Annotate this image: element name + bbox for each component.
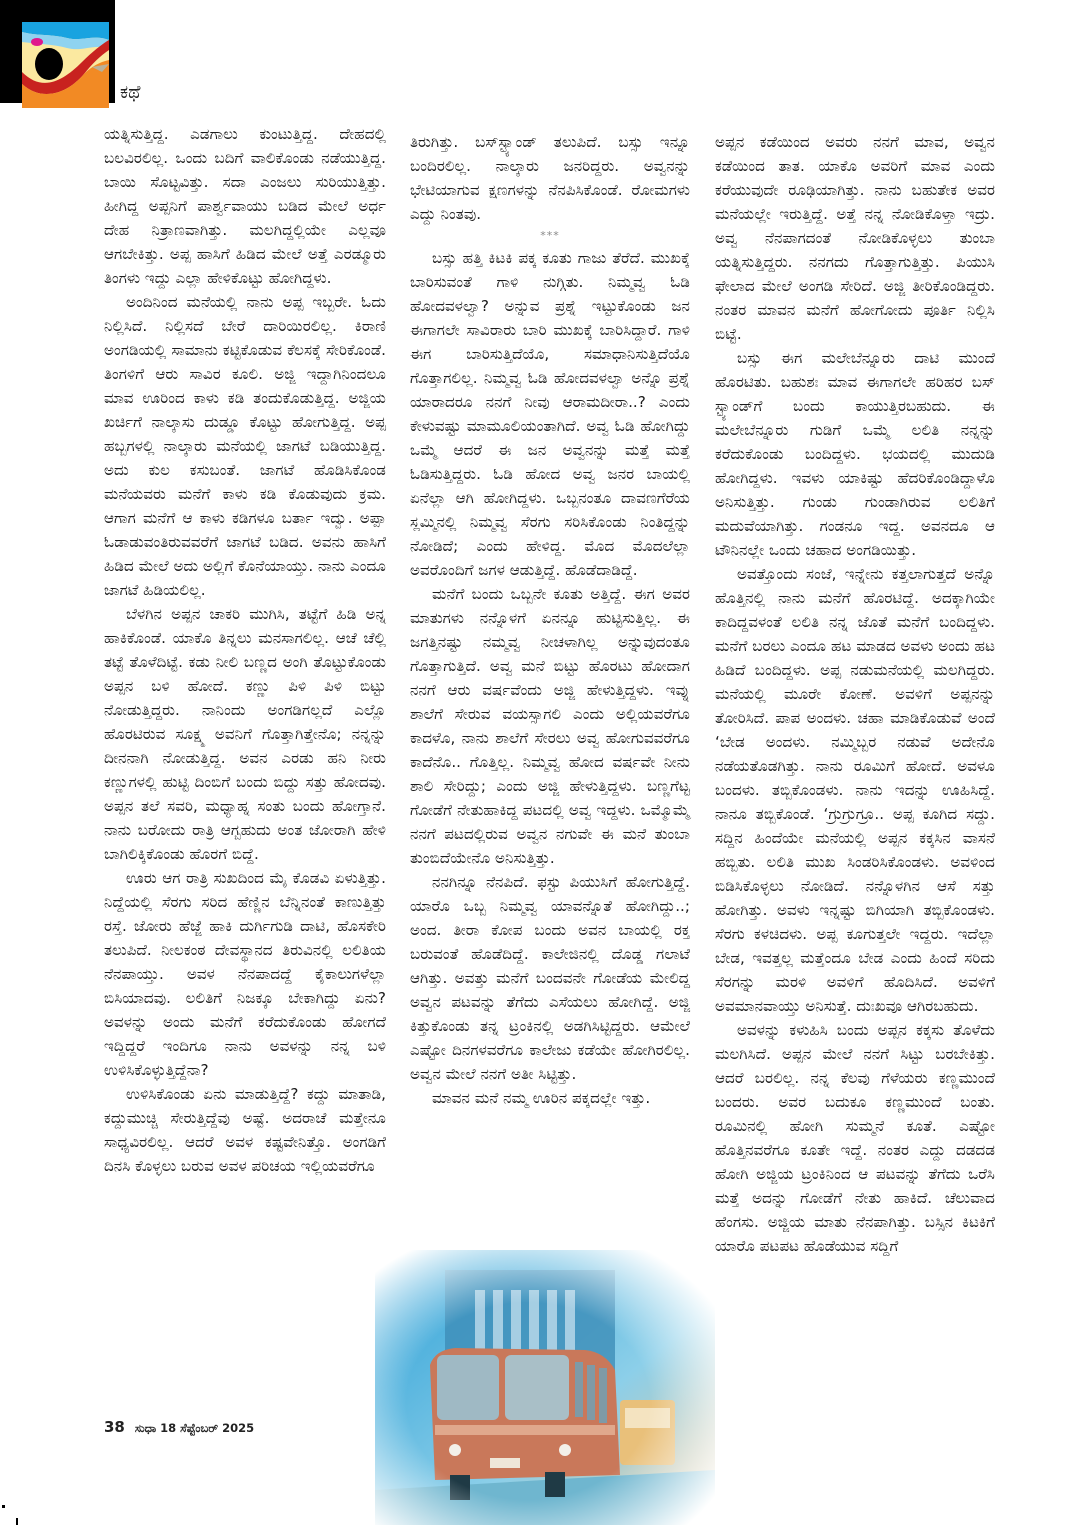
page-number: 38 xyxy=(104,1418,125,1436)
crop-mark xyxy=(2,1505,5,1508)
abstract-art-logo-icon xyxy=(22,22,109,108)
paragraph: ತಿರುಗಿತ್ತು. ಬಸ್‌ಸ್ಟ್ಯಾಂಡ್ ತಲುಪಿದೆ. ಬಸ್ಸು ಇನ್ನೂ ಬಂದಿರಲಿಲ್ಲ. ನಾಲ್ಕಾರು ಜನರಿದ್ದರು. ಅವ್ವನನ್ನು ಭೇಟಿಯಾಗುವ ಕ್ಷಣಗಳನ್ನು ನೆನಪಿಸಿಕೊಂಡೆ. ರೋಮಗಳು ಎದ್ದು ನಿಂತವು. xyxy=(410,133,690,223)
article-column-3 xyxy=(715,130,995,1258)
article-column-2 xyxy=(410,130,690,1110)
paragraph: ಅಪ್ಪನ ಕಡೆಯಿಂದ ಅವರು ನನಗೆ ಮಾವ, ಅವ್ವನ ಕಡೆಯಿಂದ ತಾತ. ಯಾಕೊ ಅವರಿಗೆ ಮಾವ ಎಂದು ಕರೆಯುವುದೇ ರೂಢಿಯಾಗಿತ್ತು. ನಾನು ಬಹುತೇಕ ಅವರ ಮನೆಯಲ್ಲೇ ಇರುತ್ತಿದ್ದೆ. ಅತ್ತೆ ನನ್ನ ನೋಡಿಕೊಳ್ತಾ ಇದ್ರು. ಅವ್ವ ನೆನಪಾಗದಂತೆ ನೋಡಿಕೊಳ್ಳಲು ತುಂಬಾ ಯತ್ನಿಸುತ್ತಿದ್ದರು. ನನಗದು ಗೊತ್ತಾಗುತ್ತಿತ್ತು. ಪಿಯುಸಿ ಫೇಲಾದ ಮೇಲೆ ಅಂಗಡಿ ಸೇರಿದೆ. ಅಜ್ಜಿ ತೀರಿಕೊಂಡಿದ್ದರು. ನಂತರ ಮಾವನ ಮನೆಗೆ ಹೋಗೋದು ಪೂರ್ತಿ ನಿಲ್ಲಿಸಿ ಬಿಟ್ಟೆ. xyxy=(715,133,995,343)
paragraph: ಯತ್ನಿಸುತ್ತಿದ್ದ. ಎಡಗಾಲು ಕುಂಟುತ್ತಿದ್ದ. ದೇಹದಲ್ಲಿ ಬಲವಿರಲಿಲ್ಲ. ಒಂದು ಬದಿಗೆ ವಾಲಿಕೊಂಡು ನಡೆಯುತ್ತಿದ್ದ. ಬಾಯಿ ಸೊಟ್ಟವಿತ್ತು. ಸದಾ ಎಂಜಲು ಸುರಿಯುತ್ತಿತ್ತು. ಹೀಗಿದ್ದ ಅಪ್ಪನಿಗೆ ಪಾರ್ಶ್ವವಾಯು ಬಡಿದ ಮೇಲೆ ಅರ್ಧ ದೇಹ ನಿತ್ರಾಣವಾಗಿತ್ತು. ಮಲಗಿದ್ದಲ್ಲಿಯೇ ಎಲ್ಲವೂ ಆಗಬೇಕಿತ್ತು. ಅಪ್ಪ ಹಾಸಿಗೆ ಹಿಡಿದ ಮೇಲೆ ಅತ್ತೆ ಎರಡ್ಮೂರು ತಿಂಗಳು ಇದ್ದು ಎಲ್ಲಾ ಹೇಳಿಕೊಟ್ಟು ಹೋಗಿದ್ದಳು. xyxy=(104,125,386,287)
paragraph: ನನಗಿನ್ನೂ ನೆನಪಿದೆ. ಫಸ್ಟು ಪಿಯುಸಿಗೆ ಹೋಗುತ್ತಿದ್ದೆ. ಯಾರೊ ಒಬ್ಬ ನಿಮ್ಮವ್ವ ಯಾವನ್ನೊತೆ ಹೋಗಿದ್ದು..; ಅಂದ. ತೀರಾ ಕೋಪ ಬಂದು ಅವನ ಬಾಯಲ್ಲಿ ರಕ್ತ ಬರುವಂತೆ ಹೊಡೆದಿದ್ದೆ. ಕಾಲೇಜಿನಲ್ಲಿ ದೊಡ್ಡ ಗಲಾಟೆ ಆಗಿತ್ತು. ಅವತ್ತು ಮನೆಗೆ ಬಂದವನೇ ಗೋಡೆಯ ಮೇಲಿದ್ದ ಅವ್ವನ ಪಟವನ್ನು ತೆಗೆದು ಎಸೆಯಲು ಹೋಗಿದ್ದೆ. ಅಜ್ಜಿ ಕಿತ್ತುಕೊಂಡು ತನ್ನ ಟ್ರಂಕಿನಲ್ಲಿ ಅಡಗಿಸಿಟ್ಟಿದ್ದರು. ಆಮೇಲೆ ಎಷ್ಟೋ ದಿನಗಳವರೆಗೂ ಕಾಲೇಜು ಕಡೆಯೇ ಹೋಗಿರಲಿಲ್ಲ. ಅವ್ವನ ಮೇಲೆ ನನಗೆ ಅತೀ ಸಿಟ್ಟಿತ್ತು. xyxy=(410,873,690,1083)
paragraph: ಅವತ್ತೊಂದು ಸಂಜೆ, ಇನ್ನೇನು ಕತ್ತಲಾಗುತ್ತದೆ ಅನ್ನೊ ಹೊತ್ತಿನಲ್ಲಿ ನಾನು ಮನೆಗೆ ಹೊರಟಿದ್ದೆ. ಅದಕ್ಕಾಗಿಯೇ ಕಾದಿದ್ದವಳಂತೆ ಲಲಿತಿ ನನ್ನ ಜೊತೆ ಮನೆಗೆ ಬಂದಿದ್ದಳು. ಮನೆಗೆ ಬರಲು ಎಂದೂ ಹಟ ಮಾಡದ ಅವಳು ಅಂದು ಹಟ ಹಿಡಿದೆ ಬಂದಿದ್ದಳು. ಅಪ್ಪ ನಡುಮನೆಯಲ್ಲಿ ಮಲಗಿದ್ದರು. ಮನೆಯಲ್ಲಿ ಮೂರೇ ಕೋಣೆ. ಅವಳಿಗೆ ಅಪ್ಪನನ್ನು ತೋರಿಸಿದೆ. ಪಾಪ ಅಂದಳು. ಚಹಾ ಮಾಡಿಕೊಡುವೆ ಅಂದೆ ‘ಬೇಡ ಅಂದಳು. ನಮ್ಮಿಬ್ಬರ ನಡುವೆ ಅದೇನೊ ನಡೆಯತೊಡಗಿತ್ತು. ನಾನು ರೂಮಿಗೆ ಹೋದೆ. ಅವಳೂ ಬಂದಳು. ತಬ್ಬಿಕೊಂಡಳು. ನಾನು ಇದನ್ನು ಊಹಿಸಿದ್ದೆ. ನಾನೂ ತಬ್ಬಿಕೊಂಡೆ. ‘ಗ್ರುಗ್ರುಗ್ರೂ.. ಅಪ್ಪ ಕೂಗಿದ ಸದ್ದು. ಸದ್ದಿನ ಹಿಂದೆಯೇ ಮನೆಯಲ್ಲಿ ಅಪ್ಪನ ಕಕ್ಕಸಿನ ವಾಸನೆ ಹಬ್ಬಿತು. ಲಲಿತಿ ಮುಖ ಸಿಂಡರಿಸಿಕೊಂಡಳು. ಅವಳಿಂದ ಬಿಡಿಸಿಕೊಳ್ಳಲು ನೋಡಿದೆ. ನನ್ನೊಳಗಿನ ಆಸೆ ಸತ್ತು ಹೋಗಿತ್ತು. ಅವಳು ಇನ್ನಷ್ಟು ಬಿಗಿಯಾಗಿ ತಬ್ಬಿಕೊಂಡಳು. ಸೆರಗು ಕಳಚಿದಳು. ಅಪ್ಪ ಕೂಗುತ್ತಲೇ ಇದ್ದರು. ಇದೆಲ್ಲಾ ಬೇಡ, ಇವತ್ತಲ್ಲ ಮತ್ತೆಂದೂ ಬೇಡ ಎಂದು ಹಿಂದೆ ಸರಿದು ಸೆರಗನ್ನು ಮರಳಿ ಅವಳಿಗೆ ಹೊದಿಸಿದೆ. ಅವಳಿಗೆ ಅವಮಾನವಾಯ್ತು ಅನಿಸುತ್ತೆ. ದುಃಖವೂ ಆಗಿರಬಹುದು. xyxy=(715,565,995,1015)
section-separator: *** xyxy=(540,229,560,242)
paragraph: ಅವಳನ್ನು ಕಳುಹಿಸಿ ಬಂದು ಅಪ್ಪನ ಕಕ್ಕಸು ತೊಳೆದು ಮಲಗಿಸಿದೆ. ಅಪ್ಪನ ಮೇಲೆ ನನಗೆ ಸಿಟ್ಟು ಬರಬೇಕಿತ್ತು. ಆದರೆ ಬರಲಿಲ್ಲ. ನನ್ನ ಕೆಲವು ಗೆಳೆಯರು ಕಣ್ಣಮುಂದೆ ಬಂದರು. ಅವರ ಬದುಕೂ ಕಣ್ಣಮುಂದೆ ಬಂತು. ರೂಮಿನಲ್ಲಿ ಹೋಗಿ ಸುಮ್ಮನೆ ಕೂತೆ. ಎಷ್ಟೋ ಹೊತ್ತಿನವರೆಗೂ ಕೂತೇ ಇದ್ದೆ. ನಂತರ ಎದ್ದು ದಡದಡ ಹೋಗಿ ಅಜ್ಜಿಯ ಟ್ರಂಕಿನಿಂದ ಆ ಪಟವನ್ನು ತೆಗೆದು ಒರೆಸಿ ಮತ್ತೆ ಅದನ್ನು ಗೋಡೆಗೆ ನೇತು ಹಾಕಿದೆ. ಚೆಲುವಾದ ಹೆಂಗಸು. ಅಜ್ಜಿಯ ಮಾತು ನೆನಪಾಗಿತ್ತು. ಬಸ್ಸಿನ ಕಿಟಕಿಗೆ ಯಾರೊ ಪಟಪಟ ಹೊಡೆಯುವ ಸದ್ದಿಗೆ xyxy=(715,1021,995,1255)
paragraph: ಉಳಿಸಿಕೊಂಡು ಏನು ಮಾಡುತ್ತಿದ್ದೆ? ಕದ್ದು ಮಾತಾಡಿ, ಕದ್ದುಮುಚ್ಚಿ ಸೇರುತ್ತಿದ್ದೆವು ಅಷ್ಟೆ. ಅದರಾಚೆ ಮತ್ತೇನೂ ಸಾಧ್ಯವಿರಲಿಲ್ಲ. ಆದರೆ ಅವಳ ಕಷ್ಟವೇನಿತ್ತೊ. ಅಂಗಡಿಗೆ ದಿನಸಿ ಕೊಳ್ಳಲು ಬರುವ ಅವಳ ಪರಿಚಯ ಇಲ್ಲಿಯವರೆಗೂ xyxy=(104,1085,386,1175)
magazine-issue-date: ಸುಧಾ 18 ಸೆಪ್ಟೆಂಬರ್ 2025 xyxy=(134,1421,255,1435)
paragraph: ಬಸ್ಸು ಈಗ ಮಲೇಬೆನ್ನೂರು ದಾಟಿ ಮುಂದೆ ಹೊರಟಿತು. ಬಹುಶಃ ಮಾವ ಈಗಾಗಲೇ ಹರಿಹರ ಬಸ್ ಸ್ಟ್ಯಾಂಡ್‌ಗೆ ಬಂದು ಕಾಯುತ್ತಿರಬಹುದು. ಈ ಮಲೇಬೆನ್ನೂರು ಗುಡಿಗೆ ಒಮ್ಮೆ ಲಲಿತಿ ನನ್ನನ್ನು ಕರೆದುಕೊಂಡು ಬಂದಿದ್ದಳು. ಭಯದಲ್ಲಿ ಮುದುಡಿ ಹೋಗಿದ್ದಳು. ಇವಳು ಯಾಕಿಷ್ಟು ಹೆದರಿಕೊಂಡಿದ್ದಾಳೊ ಅನಿಸುತ್ತಿತ್ತು. ಗುಂಡು ಗುಂಡಾಗಿರುವ ಲಲಿತಿಗೆ ಮದುವೆಯಾಗಿತ್ತು. ಗಂಡನೂ ಇದ್ದ. ಅವನದೂ ಆ ಟೌನಿನಲ್ಲೇ ಒಂದು ಚಹಾದ ಅಂಗಡಿಯಿತ್ತು. xyxy=(715,349,995,559)
bus-illustration xyxy=(375,1250,715,1525)
paragraph: ಅಂದಿನಿಂದ ಮನೆಯಲ್ಲಿ ನಾನು ಅಪ್ಪ ಇಬ್ಬರೇ. ಓದು ನಿಲ್ಲಿಸಿದೆ. ನಿಲ್ಲಿಸದೆ ಬೇರೆ ದಾರಿಯಿರಲಿಲ್ಲ. ಕಿರಾಣಿ ಅಂಗಡಿಯಲ್ಲಿ ಸಾಮಾನು ಕಟ್ಟಿಕೊಡುವ ಕೆಲಸಕ್ಕೆ ಸೇರಿಕೊಂಡೆ. ತಿಂಗಳಿಗೆ ಆರು ಸಾವಿರ ಕೂಲಿ. ಅಜ್ಜಿ ಇದ್ದಾಗಿನಿಂದಲೂ ಮಾವ ಊರಿಂದ ಕಾಳು ಕಡಿ ತಂದುಕೊಡುತ್ತಿದ್ದ. ಅಜ್ಜಿಯ ಖರ್ಚಿಗೆ ನಾಲ್ಕಾಸು ದುಡ್ಡೂ ಕೊಟ್ಟು ಹೋಗುತ್ತಿದ್ದ. ಅಪ್ಪ ಹಬ್ಬಗಳಲ್ಲಿ ನಾಲ್ಕಾರು ಮನೆಯಲ್ಲಿ ಜಾಗಟೆ ಬಡಿಯುತ್ತಿದ್ದ. ಅದು ಕುಲ ಕಸುಬಂತೆ. ಜಾಗಟೆ ಹೊಡಿಸಿಕೊಂಡ ಮನೆಯವರು ಮನೆಗೆ ಕಾಳು ಕಡಿ ಕೊಡುವುದು ಕ್ರಮ. ಆಗಾಗ ಮನೆಗೆ ಆ ಕಾಳು ಕಡಿಗಳೂ ಬರ್ತಾ ಇದ್ವು. ಅಪ್ಪಾ ಓಡಾಡುವಂತಿರುವವರೆಗೆ ಜಾಗಟೆ ಬಡಿದ. ಅವನು ಹಾಸಿಗೆ ಹಿಡಿದ ಮೇಲೆ ಅದು ಅಲ್ಲಿಗೆ ಕೊನೆಯಾಯ್ತು. ನಾನು ಎಂದೂ ಜಾಗಟೆ ಹಿಡಿಯಲಿಲ್ಲ. xyxy=(104,293,386,599)
paragraph: ಊರು ಆಗ ರಾತ್ರಿ ಸುಖದಿಂದ ಮೈ ಕೊಡವಿ ಏಳುತ್ತಿತ್ತು. ನಿದ್ದೆಯಲ್ಲಿ ಸೆರಗು ಸರಿದ ಹೆಣ್ಣಿನ ಬೆನ್ನಿನಂತೆ ಕಾಣುತ್ತಿತ್ತು ರಸ್ತೆ. ಜೋರು ಹೆಜ್ಜೆ ಹಾಕಿ ದುರ್ಗಿಗುಡಿ ದಾಟಿ, ಹೊಸಕೇರಿ ತಲುಪಿದೆ. ನೀಲಕಂಠ ದೇವಸ್ಥಾನದ ತಿರುವಿನಲ್ಲಿ ಲಲಿತಿಯ ನೆನಪಾಯ್ತು. ಅವಳ ನೆನಪಾದದ್ದೆ ಕೈಕಾಲುಗಳೆಲ್ಲಾ ಬಿಸಿಯಾದವು. ಲಲಿತಿಗೆ ನಿಜಕ್ಕೂ ಬೇಕಾಗಿದ್ದು ಏನು? ಅವಳನ್ನು ಅಂದು ಮನೆಗೆ ಕರೆದುಕೊಂಡು ಹೋಗದೆ ಇದ್ದಿದ್ದರೆ ಇಂದಿಗೂ ನಾನು ಅವಳನ್ನು ನನ್ನ ಬಳಿ ಉಳಿಸಿಕೊಳ್ಳುತ್ತಿದ್ದೆನಾ? xyxy=(104,869,386,1079)
page-footer xyxy=(104,1418,254,1436)
crop-mark xyxy=(16,1518,18,1525)
article-column-1 xyxy=(104,122,386,1178)
paragraph: ಬಸ್ಸು ಹತ್ತಿ ಕಿಟಕಿ ಪಕ್ಕ ಕೂತು ಗಾಜು ತೆರೆದೆ. ಮುಖಕ್ಕೆ ಬಾರಿಸುವಂತೆ ಗಾಳಿ ನುಗ್ಗಿತು. ನಿಮ್ಮವ್ವ ಓಡಿ ಹೋದವಳಲ್ವಾ? ಅನ್ನುವ ಪ್ರಶ್ನೆ ಇಟ್ಟುಕೊಂಡು ಜನ ಈಗಾಗಲೇ ಸಾವಿರಾರು ಬಾರಿ ಮುಖಕ್ಕೆ ಬಾರಿಸಿದ್ದಾರೆ. ಗಾಳಿ ಈಗ ಬಾರಿಸುತ್ತಿದೆಯೊ, ಸಮಾಧಾನಿಸುತ್ತಿದೆಯೊ ಗೊತ್ತಾಗಲಿಲ್ಲ. ನಿಮ್ಮವ್ವ ಓಡಿ ಹೋದವಳಲ್ವಾ ಅನ್ನೊ ಪ್ರಶ್ನೆ ಯಾರಾದರೂ ನನಗೆ ನೀವು ಆರಾಮದೀರಾ..? ಎಂದು ಕೇಳುವಷ್ಟು ಮಾಮೂಲಿಯಂತಾಗಿದೆ. ಅವ್ವ ಓಡಿ ಹೋಗಿದ್ದು ಒಮ್ಮೆ ಆದರೆ ಈ ಜನ ಅವ್ವನನ್ನು ಮತ್ತೆ ಮತ್ತೆ ಓಡಿಸುತ್ತಿದ್ದರು. ಓಡಿ ಹೋದ ಅವ್ವ ಜನರ ಬಾಯಲ್ಲಿ ಏನೆಲ್ಲಾ ಆಗಿ ಹೋಗಿದ್ದಳು. ಒಬ್ಬನಂತೂ ದಾವಣಗೆರೆಯ ಸ್ಲಮ್ಮಿನಲ್ಲಿ ನಿಮ್ಮವ್ವ ಸೆರಗು ಸರಿಸಿಕೊಂಡು ನಿಂತಿದ್ದನ್ನು ನೋಡಿದೆ; ಎಂದು ಹೇಳಿದ್ದ. ಮೊದ ಮೊದಲೆಲ್ಲಾ ಅವರೊಂದಿಗೆ ಜಗಳ ಆಡುತ್ತಿದ್ದೆ. ಹೊಡೆದಾಡಿದ್ದೆ. xyxy=(410,249,690,579)
section-label: ಕಥೆ xyxy=(120,82,141,103)
paragraph: ಮಾವನ ಮನೆ ನಮ್ಮ ಊರಿನ ಪಕ್ಕದಲ್ಲೇ ಇತ್ತು. xyxy=(432,1089,651,1107)
paragraph: ಮನೆಗೆ ಬಂದು ಒಬ್ಬನೇ ಕೂತು ಅತ್ತಿದ್ದೆ. ಈಗ ಅವರ ಮಾತುಗಳು ನನ್ನೊಳಗೆ ಏನನ್ನೂ ಹುಟ್ಟಿಸುತ್ತಿಲ್ಲ. ಈ ಜಗತ್ತಿನಷ್ಟು ನಮ್ಮವ್ವ ನೀಚಳಾಗಿಲ್ಲ ಅನ್ನುವುದಂತೂ ಗೊತ್ತಾಗುತ್ತಿದೆ. ಅವ್ವ ಮನೆ ಬಿಟ್ಟು ಹೊರಟು ಹೋದಾಗ ನನಗೆ ಆರು ವರ್ಷವೆಂದು ಅಜ್ಜಿ ಹೇಳುತ್ತಿದ್ದಳು. ಇವ್ನು ಶಾಲೆಗೆ ಸೇರುವ ವಯಸ್ಸಾಗಲಿ ಎಂದು ಅಲ್ಲಿಯವರೆಗೂ ಕಾದಳೊ, ನಾನು ಶಾಲೆಗೆ ಸೇರಲು ಅವ್ವ ಹೋಗುವವರೆಗೂ ಕಾದೆನೊ.. ಗೊತ್ತಿಲ್ಲ. ನಿಮ್ಮವ್ವ ಹೋದ ವರ್ಷವೇ ನೀನು ಶಾಲಿ ಸೇರಿದ್ದು; ಎಂದು ಅಜ್ಜಿ ಹೇಳುತ್ತಿದ್ದಳು. ಬಣ್ಣಗೆಟ್ಟ ಗೋಡೆಗೆ ನೇತುಹಾಕಿದ್ದ ಪಟದಲ್ಲಿ ಅವ್ವ ಇದ್ದಳು. ಒಮ್ಮೊಮ್ಮೆ ನನಗೆ ಪಟದಲ್ಲಿರುವ ಅವ್ವನ ನಗುವೇ ಈ ಮನೆ ತುಂಬಾ ತುಂಬಿದೆಯೇನೊ ಅನಿಸುತ್ತಿತ್ತು. xyxy=(410,585,690,867)
paragraph: ಬೆಳಗಿನ ಅಪ್ಪನ ಚಾಕರಿ ಮುಗಿಸಿ, ತಟ್ಟೆಗೆ ಹಿಡಿ ಅನ್ನ ಹಾಕಿಕೊಂಡೆ. ಯಾಕೊ ತಿನ್ನಲು ಮನಸಾಗಲಿಲ್ಲ. ಆಚೆ ಚೆಲ್ಲಿ ತಟ್ಟೆ ತೊಳೆದಿಟ್ಟೆ. ಕಡು ನೀಲಿ ಬಣ್ಣದ ಅಂಗಿ ತೊಟ್ಟುಕೊಂಡು ಅಪ್ಪನ ಬಳಿ ಹೋದೆ. ಕಣ್ಣು ಪಿಳಿ ಪಿಳಿ ಬಿಟ್ಟು ನೋಡುತ್ತಿದ್ದರು. ನಾನಿಂದು ಅಂಗಡಿಗಲ್ಲದೆ ಎಲ್ಲೊ ಹೊರಟಿರುವ ಸೂಕ್ಷ್ಮ ಅವನಿಗೆ ಗೊತ್ತಾಗಿತ್ತೇನೊ; ನನ್ನನ್ನು ದೀನನಾಗಿ ನೋಡುತ್ತಿದ್ದ. ಅವನ ಎರಡು ಹನಿ ನೀರು ಕಣ್ಣುಗಳಲ್ಲಿ ಹುಟ್ಟಿ ದಿಂಬಿಗೆ ಬಂದು ಬಿದ್ದು ಸತ್ತು ಹೋದವು. ಅಪ್ಪನ ತಲೆ ಸವರಿ, ಮಧ್ಯಾಹ್ನ ಸಂತು ಬಂದು ಹೋಗ್ತಾನೆ. ನಾನು ಬರೋದು ರಾತ್ರಿ ಆಗ್ಬಹುದು ಅಂತ ಜೋರಾಗಿ ಹೇಳಿ ಬಾಗಿಲಿಕ್ಕಿಕೊಂಡು ಹೊರಗೆ ಬಿದ್ದೆ. xyxy=(104,605,386,863)
